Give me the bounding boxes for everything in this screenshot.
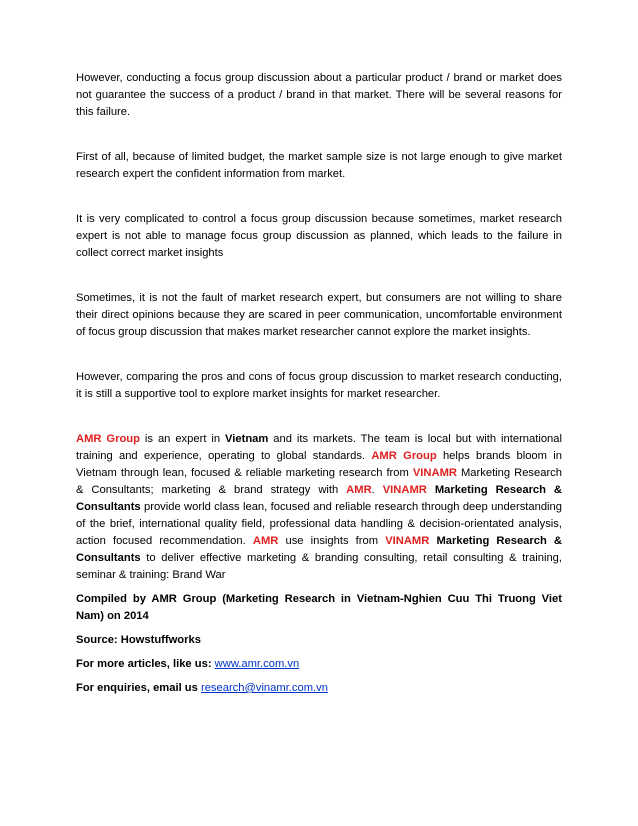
brand-amr: AMR <box>252 535 279 547</box>
brand-amr-group: AMR Group <box>371 450 437 462</box>
about-text: and its markets. The team is local but with international training and experience, operating to global standards. <box>76 433 562 462</box>
about-text: helps brands bloom in Vietnam through lean, focused & reliable marketing research from <box>76 450 562 479</box>
compiled-by: Compiled by AMR Group (Marketing Research in Vietnam-Nghien Cuu Thi Truong Viet Nam) on 2014 <box>76 593 562 622</box>
email-link[interactable]: research@vinamr.com.vn <box>200 682 328 694</box>
brand-vinamr: VINAMR <box>382 484 427 496</box>
source-line: Source: Howstuffworks <box>76 634 201 646</box>
about-text <box>427 484 435 496</box>
brand-amr-group: AMR Group <box>76 433 140 445</box>
paragraph-1: However, conducting a focus group discussion about a particular product / brand or market does not guarantee the success of a product / brand in that market. There will be several reasons for this failure. <box>76 72 562 118</box>
about-text: use insights from <box>278 535 386 547</box>
about-text: Marketing Research & Consultants; marketing & brand strategy with <box>76 467 562 496</box>
paragraph-3: It is very complicated to control a focus group discussion because sometimes, market research expert is not able to manage focus group discussion as planned, which leads to the failure in collect correct market insights <box>76 213 562 259</box>
website-link[interactable]: www.amr.com.vn <box>214 658 300 670</box>
about-text: . <box>371 484 383 496</box>
brand-vinamr: VINAMR <box>385 535 430 547</box>
enquiries-line <box>76 680 562 697</box>
paragraph-5: However, comparing the pros and cons of focus group discussion to market research conducting, it is still a supportive tool to explore market insights for market researcher. <box>76 371 562 400</box>
brand-mrc: Marketing Research & Consultants <box>76 535 562 564</box>
brand-vietnam: Vietnam <box>225 433 269 445</box>
about-text: provide world class lean, focused and reliable research through deep understanding of the brief, international quality field, professional data handling & decision-orientated analysis, action focused recommendation. <box>76 501 562 547</box>
about-text: to deliver effective marketing & branding consulting, retail consulting & training, seminar & training: Brand War <box>76 552 562 581</box>
document-page <box>76 70 562 697</box>
articles-label: For more articles, like us: <box>76 658 215 670</box>
about-text: is an expert in <box>139 433 226 445</box>
brand-mrc: Marketing Research & Consultants <box>76 484 563 513</box>
about-amr-paragraph <box>76 431 562 584</box>
paragraph-2: First of all, because of limited budget, the market sample size is not large enough to give market research expert the confident information from market. <box>76 151 562 180</box>
brand-amr: AMR <box>346 484 372 496</box>
articles-line <box>76 656 562 673</box>
brand-vinamr: VINAMR <box>412 467 457 479</box>
enquiries-label: For enquiries, email us <box>76 682 201 694</box>
paragraph-4: Sometimes, it is not the fault of market research expert, but consumers are not willing to share their direct opinions because they are scared in peer communication, uncomfortable environment of focus group discussion that makes market researcher cannot explore the market insights. <box>76 292 562 338</box>
